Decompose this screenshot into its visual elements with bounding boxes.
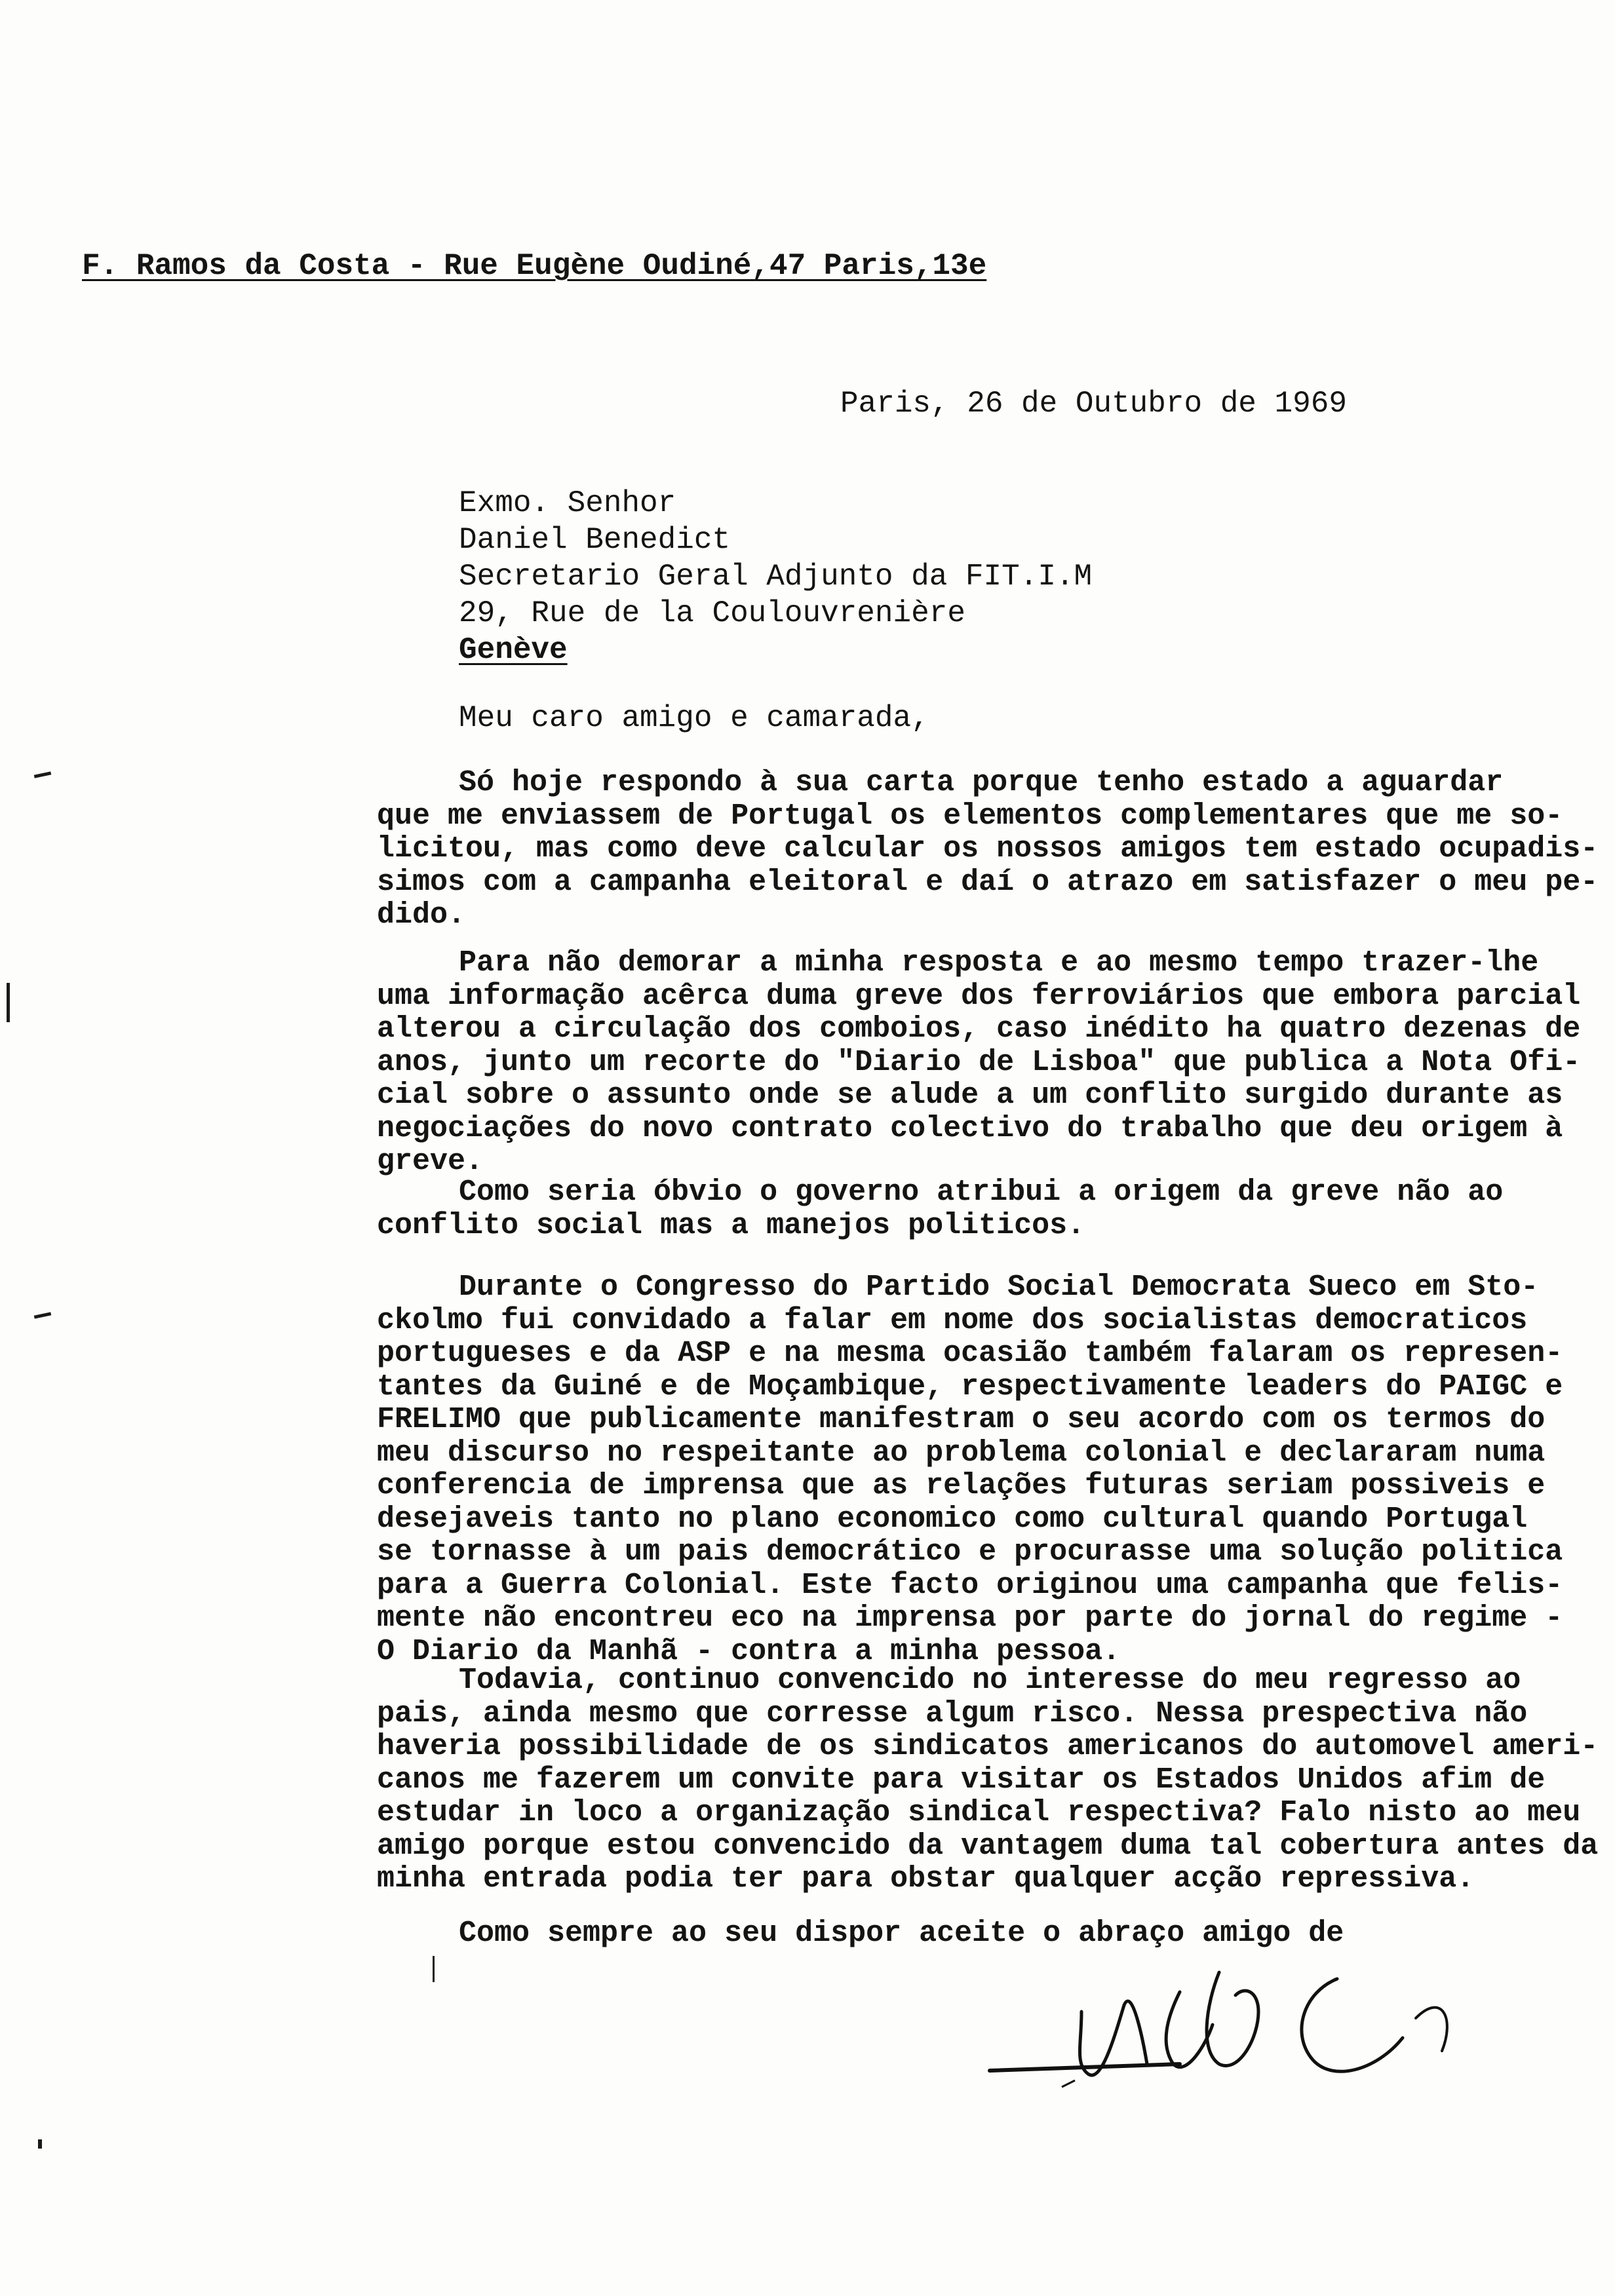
addressee-line: Exmo. Senhor xyxy=(459,486,676,520)
text-line: portugueses e da ASP e na mesma ocasião também falaram os represen- xyxy=(377,1337,1563,1370)
text-line: Só hoje respondo à sua carta porque tenho estado a aguardar xyxy=(459,766,1504,799)
text-line: meu discurso no respeitante ao problema colonial e declararam numa xyxy=(377,1436,1546,1470)
text-line: dido. xyxy=(377,898,466,932)
handwritten-signature xyxy=(983,1933,1508,2103)
text-line: mente não encontreu eco na imprensa por parte do jornal do regime - xyxy=(377,1601,1563,1635)
text-line: tantes da Guiné e de Moçambique, respectivamente leaders do PAIGC e xyxy=(377,1369,1563,1404)
addressee-city: Genève xyxy=(459,633,568,667)
text-line: canos me fazerem um convite para visitar os Estados Unidos afim de xyxy=(377,1763,1546,1797)
text-line: Para não demorar a minha resposta e ao mesmo tempo trazer-lhe xyxy=(459,946,1539,980)
text-line: O Diario da Manhã - contra a minha pessoa. xyxy=(377,1634,1121,1668)
text-line: que me enviassem de Portugal os elementos complementares que me so- xyxy=(377,799,1563,833)
text-line: FRELIMO que publicamente manifestram o seu acordo com os termos do xyxy=(377,1403,1546,1436)
text-line: anos, junto um recorte do "Diario de Lisboa" que publica a Nota Ofi- xyxy=(377,1045,1581,1079)
text-line: greve. xyxy=(377,1145,484,1178)
text-line: desejaveis tanto no plano economico como cultural quando Portugal xyxy=(377,1502,1528,1536)
text-line: negociações do novo contrato colectivo do trabalho que deu origem à xyxy=(377,1111,1563,1145)
scan-mark xyxy=(433,1956,435,1982)
body-paragraph xyxy=(377,767,1598,932)
closing-line: Como sempre ao seu dispor aceite o abraço amigo de xyxy=(459,1917,1344,1950)
body-paragraph xyxy=(377,1271,1563,1668)
salutation: Meu caro amigo e camarada, xyxy=(459,701,929,735)
text-line: se tornasse à um pais democrático e procurasse uma solução politica xyxy=(377,1535,1563,1569)
text-line: conflito social mas a manejos politicos. xyxy=(377,1208,1085,1242)
addressee-line: Secretario Geral Adjunto da FIT.I.M xyxy=(459,560,1093,594)
text-line: estudar in loco a organização sindical respectiva? Falo nisto ao meu xyxy=(377,1796,1581,1829)
scan-mark xyxy=(34,771,51,778)
text-line: uma informação acêrca duma greve dos ferroviários que embora parcial xyxy=(377,979,1581,1013)
text-line: pais, ainda mesmo que corresse algum risco. Nessa prespectiva não xyxy=(377,1696,1528,1731)
text-line: alterou a circulação dos comboios, caso inédito ha quatro dezenas de xyxy=(377,1012,1581,1046)
body-paragraph xyxy=(377,1176,1503,1242)
scan-mark xyxy=(38,2139,42,2149)
text-line: haveria possibilidade de os sindicatos americanos do automovel ameri- xyxy=(377,1730,1599,1763)
addressee-line: Daniel Benedict xyxy=(459,523,731,557)
addressee-line: 29, Rue de la Coulouvrenière xyxy=(459,596,965,630)
text-line: Como seria óbvio o governo atribui a origem da greve não ao xyxy=(459,1176,1504,1209)
text-line: amigo porque estou convencido da vantagem duma tal cobertura antes da xyxy=(377,1829,1599,1863)
text-line: Durante o Congresso do Partido Social Democrata Sueco em Sto- xyxy=(459,1271,1539,1304)
text-line: licitou, mas como deve calcular os nossos amigos tem estado ocupadis- xyxy=(377,832,1599,866)
text-line: cial sobre o assunto onde se alude a um conflito surgido durante as xyxy=(377,1079,1563,1112)
body-paragraph xyxy=(377,947,1580,1179)
text-line: Todavia, continuo convencido no interesse do meu regresso ao xyxy=(459,1664,1521,1697)
body-paragraph xyxy=(377,1664,1598,1896)
scan-mark xyxy=(7,983,10,1022)
text-line: minha entrada podia ter para obstar qualquer acção repressiva. xyxy=(377,1862,1475,1896)
text-line: conferencia de imprensa que as relações futuras seriam possiveis e xyxy=(377,1469,1546,1502)
scan-mark xyxy=(34,1312,51,1318)
dateline: Paris, 26 de Outubro de 1969 xyxy=(840,387,1347,421)
text-line: para a Guerra Colonial. Este facto originou uma campanha que felis- xyxy=(377,1568,1563,1602)
text-line: simos com a campanha eleitoral e daí o atrazo em satisfazer o meu pe- xyxy=(377,865,1599,899)
addressee-block xyxy=(459,485,1092,668)
sender-header: F. Ramos da Costa - Rue Eugène Oudiné,47 Paris,13e xyxy=(82,249,987,283)
text-line: ckolmo fui convidado a falar em nome dos socialistas democraticos xyxy=(377,1303,1528,1337)
